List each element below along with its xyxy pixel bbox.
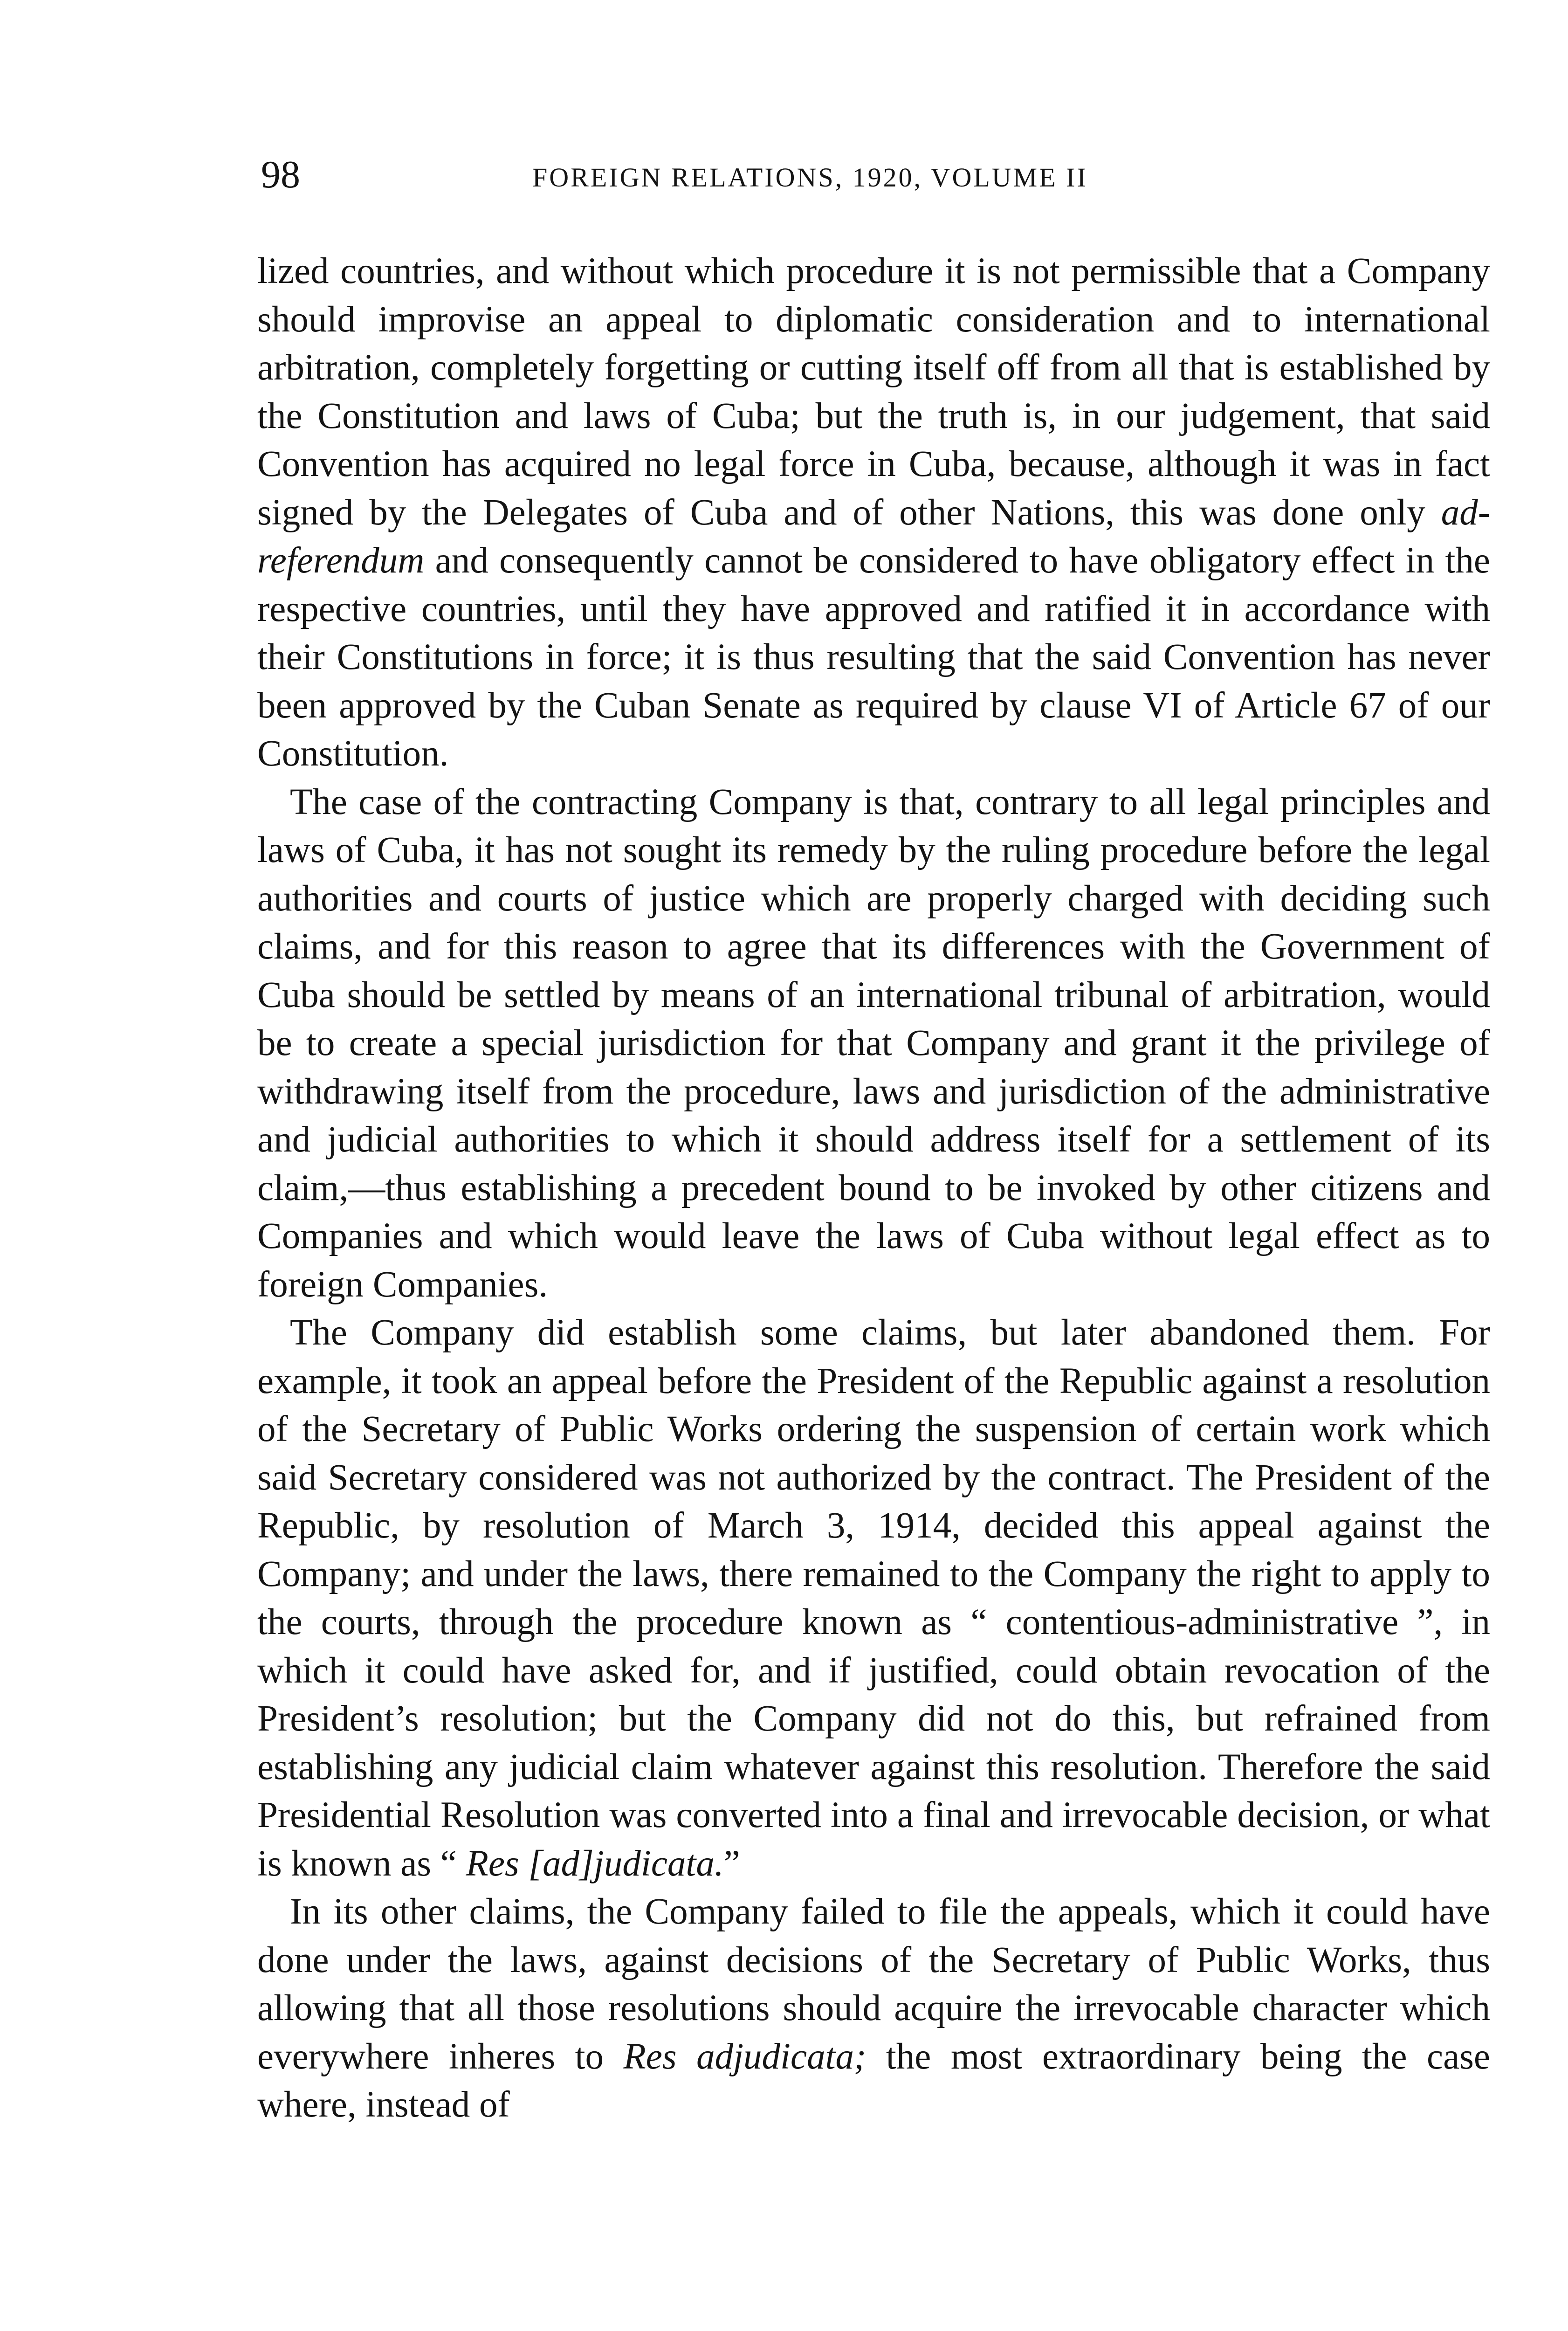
body-text: [257, 247, 1490, 2129]
paragraph-3-italic-term: Res [ad]judicata.: [466, 1843, 724, 1884]
document-page: [257, 154, 1490, 2129]
paragraph-4-text-a: In its other claims, the Company failed to file the appeals, which it could have done under the laws, against decisions of the Secretary of Public Works, thus allowing that all those resolutions should acquire the irrevocable character which everywhere inheres to: [257, 1891, 1490, 2077]
running-header: [257, 154, 1490, 205]
paragraph-3: [257, 1309, 1490, 1888]
paragraph-4-italic-term: Res adjudicata;: [623, 2036, 867, 2077]
paragraph-1-text-b: and consequently cannot be considered to have obligatory effect in the respective countries, until they have approved and ratified it in accordance with their Constitutions in force; it is thus resulting that the said Convention has never been approved by the Cuban Senate as required by clause VI of Article 67 of our Constitution.: [257, 540, 1490, 774]
page-number: 98: [261, 153, 300, 196]
paragraph-1: [257, 247, 1490, 778]
paragraph-1-italic-term: ad-referendum: [257, 492, 1490, 581]
paragraph-2: The case of the contracting Company is that, contrary to all legal principles and laws of Cuba, it has not sought its remedy by the ruling procedure before the legal authorities and courts of justice which are properly charged with deciding such claims, and for this reason to agree that its differences with the Government of Cuba should be settled by means of an international tribunal of arbitration, would be to create a special jurisdiction for that Company and grant it the privilege of withdrawing itself from the procedure, laws and jurisdiction of the administrative and judicial authorities to which it should address itself for a settlement of its claim,—thus establishing a precedent bound to be invoked by other citizens and Companies and which would leave the laws of Cuba without legal effect as to foreign Companies.: [257, 781, 1490, 1305]
paragraph-3-text-a: The Company did establish some claims, but later abandoned them. For example, it took an appeal before the President of the Republic against a resolution of the Secretary of Public Works ordering the suspension of certain work which said Secretary considered was not authorized by the contract. The President of the Republic, by resolution of March 3, 1914, decided this appeal against the Company; and under the laws, there remained to the Company the right to apply to the courts, through the procedure known as “ contentious-administrative ”, in which it could have asked for, and if justified, could obtain revocation of the President’s resolution; but the Company did not do this, but refrained from establishing any judicial claim whatever against this resolution. Therefore the said Presidential Resolution was converted into a final and irrevocable decision, or what is known as “: [257, 1312, 1490, 1884]
paragraph-3-text-b: ”: [723, 1843, 740, 1884]
paragraph-4-text-b: the most extraordinary being the case where, instead of: [257, 2036, 1490, 2125]
paragraph-4: [257, 1888, 1490, 2129]
running-title: FOREIGN RELATIONS, 1920, VOLUME II: [532, 162, 1088, 193]
paragraph-1-text-a: lized countries, and without which procedure it is not permissible that a Company should improvise an appeal to diplomatic consideration and to international arbitration, completely forgetting or cutting itself off from all that is established by the Constitution and laws of Cuba; but the truth is, in our judgement, that said Convention has acquired no legal force in Cuba, because, although it was in fact signed by the Delegates of Cuba and of other Nations, this was done only: [257, 251, 1490, 533]
